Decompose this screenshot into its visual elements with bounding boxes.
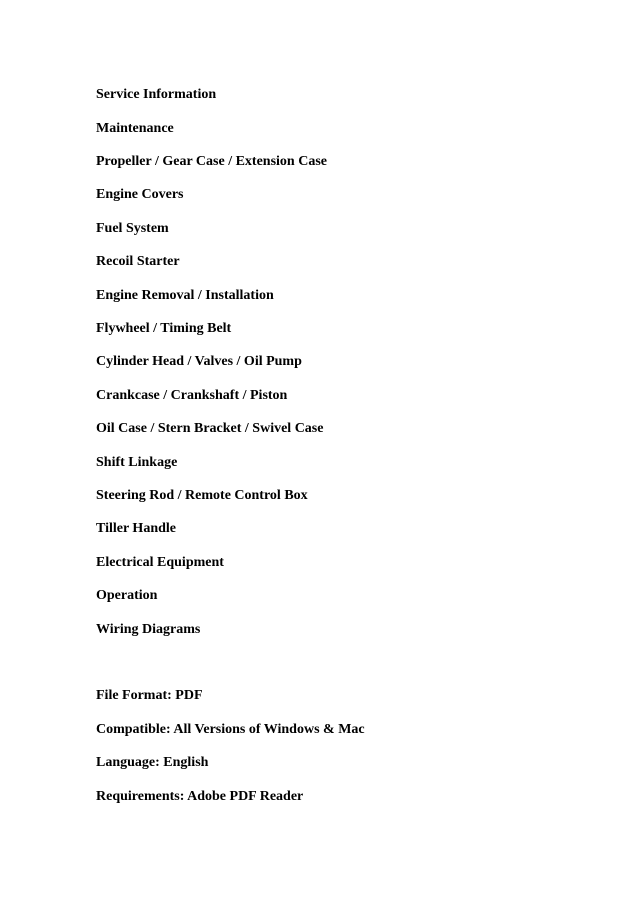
- contents-item-propeller: Propeller / Gear Case / Extension Case: [96, 154, 327, 169]
- contents-item-crankcase: Crankcase / Crankshaft / Piston: [96, 388, 288, 403]
- file-format: File Format: PDF: [96, 688, 203, 703]
- language: Language: English: [96, 755, 209, 770]
- contents-item-wiring-diagrams: Wiring Diagrams: [96, 622, 201, 637]
- contents-item-oil-case: Oil Case / Stern Bracket / Swivel Case: [96, 421, 324, 436]
- contents-item-operation: Operation: [96, 588, 158, 603]
- compatibility: Compatible: All Versions of Windows & Mac: [96, 722, 365, 737]
- contents-item-flywheel: Flywheel / Timing Belt: [96, 321, 232, 336]
- contents-item-electrical-equipment: Electrical Equipment: [96, 555, 224, 570]
- contents-item-cylinder-head: Cylinder Head / Valves / Oil Pump: [96, 354, 302, 369]
- contents-item-service-information: Service Information: [96, 87, 217, 102]
- contents-item-shift-linkage: Shift Linkage: [96, 455, 178, 470]
- contents-item-steering-rod: Steering Rod / Remote Control Box: [96, 488, 308, 503]
- contents-item-maintenance: Maintenance: [96, 121, 174, 136]
- contents-item-engine-removal: Engine Removal / Installation: [96, 288, 274, 303]
- contents-item-fuel-system: Fuel System: [96, 221, 169, 236]
- contents-item-engine-covers: Engine Covers: [96, 187, 184, 202]
- contents-item-tiller-handle: Tiller Handle: [96, 521, 176, 536]
- contents-item-recoil-starter: Recoil Starter: [96, 254, 180, 269]
- requirements: Requirements: Adobe PDF Reader: [96, 789, 304, 804]
